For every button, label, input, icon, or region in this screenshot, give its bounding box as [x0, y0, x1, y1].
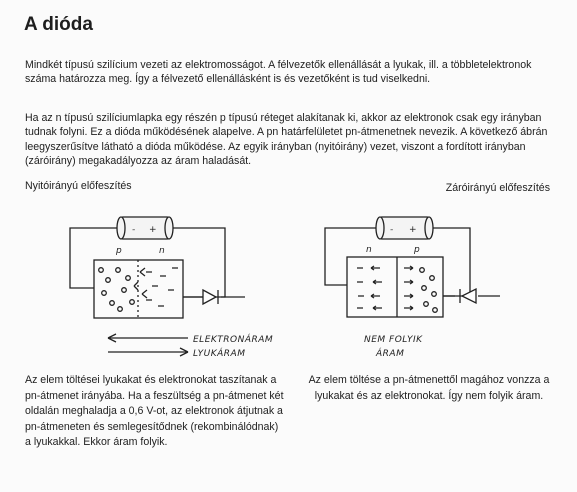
reverse-electrons [357, 266, 382, 310]
forward-bias-caption: Nyitóirányú előfeszítés [25, 180, 132, 192]
reverse-p-label: p [414, 245, 421, 255]
forward-battery-minus: - [132, 225, 136, 235]
reverse-battery-minus: - [390, 225, 394, 235]
hole-current-arrow [108, 348, 188, 356]
electron-current-arrow [108, 334, 188, 342]
page-title: A dióda [24, 14, 93, 35]
no-current-label-2: ÁRAM [376, 349, 405, 359]
forward-electrons [146, 268, 178, 306]
forward-battery-plus: + [149, 225, 158, 235]
reverse-n-label: n [366, 245, 373, 255]
forward-n-label: n [159, 246, 166, 256]
hole-current-label: LYUKÁRAM [193, 349, 246, 359]
forward-junction-arrows [134, 268, 147, 298]
reverse-diode-symbol [460, 289, 476, 303]
forward-holes [99, 268, 135, 312]
reverse-holes [404, 266, 437, 312]
no-current-label-1: NEM FOLYIK [364, 335, 423, 345]
forward-battery [117, 217, 173, 239]
forward-p-label: p [116, 246, 123, 256]
forward-diode-symbol [203, 290, 218, 304]
reverse-battery [376, 217, 433, 239]
reverse-bias-caption: Záróirányú előfeszítés [445, 182, 550, 194]
reverse-bias-explanation: Az elem töltése a pn-átmenettől magához vonzza a lyukakat és az elektronokat. Így nem folyik áram. [308, 374, 550, 402]
diode-bias-diagram [0, 190, 577, 370]
forward-bias-explanation: Az elem töltései lyukakat és elektronokat taszítanak a pn-átmenet irányába. Ha a feszültség a pn-átmenet két oldalán meghaladja a 0,6 V-ot, az elektronok átjutnak a pn-átmeneten és semlegesítődnek (rekombinálódnak) a lyukakkal. Ekkor áram folyik. [25, 374, 284, 449]
principle-paragraph: Ha az n típusú szilíciumlapka egy részén p típusú réteget alakítanak ki, akkor az elektronok csak egy irányban tudnak folyni. Ez a dióda működésének alapelve. A pn határfelületet pn-átmenetnek nevezik. A következő ábrán leegyszerűsítve látható a dióda működése. Az egyik irányban (nyitóirány) vezet, viszont a fordított irányban (záróirány) megakadályozza az áram haladását. [25, 112, 548, 168]
reverse-battery-plus: + [409, 225, 418, 235]
electron-current-label: ELEKTRONÁRAM [193, 335, 274, 345]
intro-paragraph: Mindkét típusú szilícium vezeti az elektromosságot. A félvezetők ellenállását a lyukak, ill. a többletelektronok száma határozza meg. Így a félvezető ellenállásként is és vezetőként is tud viselkedni. [25, 59, 532, 86]
forward-semiconductor-block [94, 260, 183, 318]
